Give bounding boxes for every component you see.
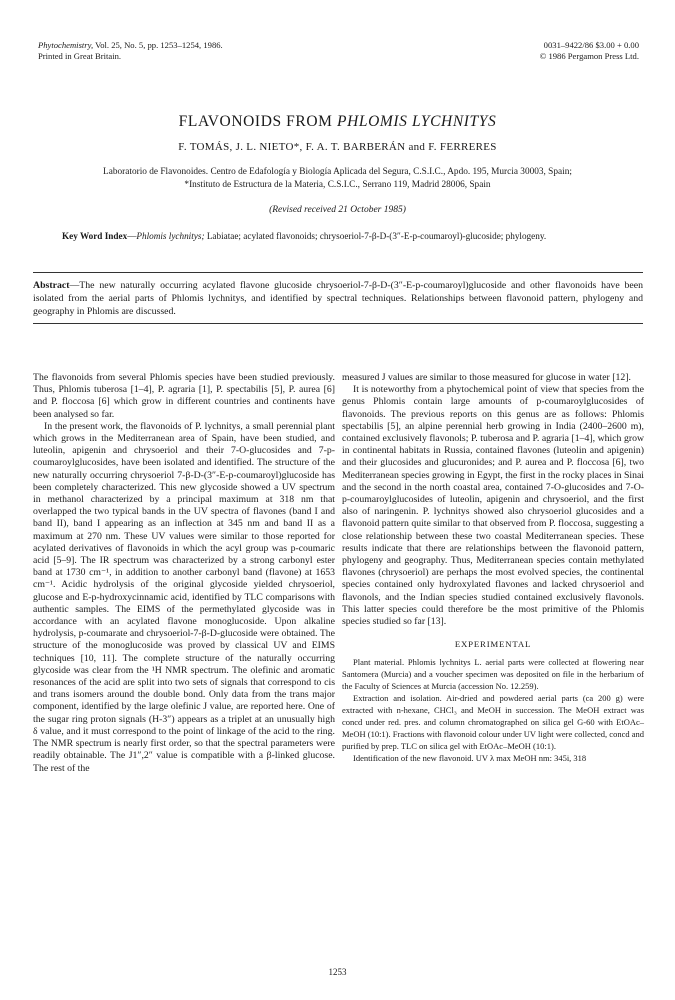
- intro-paragraph: The flavonoids from several Phlomis species have been studied previously. Thus, Phlomis tuberosa [1–4], P. agraria [1], P. spectabilis [5], P. aurea [6] and P. floccosa [6] which grow in different countries and continents have been analysed so far.: [33, 372, 335, 420]
- journal-name: Phytochemistry,: [38, 40, 94, 50]
- affiliation-1: Laboratorio de Flavonoides. Centro de Edafología y Biología Aplicada del Segura, C.S.I.C., Apdo. 195, Murcia 30003, Spain;: [103, 167, 572, 177]
- volume-info: Vol. 25, No. 5, pp. 1253–1254, 1986.: [93, 40, 223, 50]
- abstract-text: —The new naturally occurring acylated flavone glucoside chrysoeriol-7-β-D-(3″-E-p-coumaroyl)glucoside and other flavonoids have been isolated from the aerial parts of Phlomis lychnitys, and identified by spectral techniques. Relationships between flavonoid pattern, phylogeny and geography in Phlomis are discussed.: [33, 280, 643, 317]
- affiliations: [30, 166, 645, 192]
- key-word-taxon: Phlomis lychnitys;: [136, 231, 205, 241]
- identification-paragraph: Identification of the new flavonoid. UV λ max MeOH nm: 345i, 318: [353, 752, 587, 763]
- results-paragraph: In the present work, the flavonoids of P. lychnitys, a small perennial plant which grows in the Mediterranean area of Spain, have been studied, and luteolin, apigenin and chrysoeriol and their 7-O-glucosides and 7-p-coumaroylglucosides, have been isolated and identified. The structure of the new naturally occurring chrysoeriol 7-β-D-(3″-E-p-coumaroyl)glucoside has been completely characterized. This new glycoside showed a UV spectrum in methanol characterized by a principal maximum at 318 nm that overlapped the two typical bands in the UV spectra of flavones (band I and band II), band I appearing as an inflection at 345 nm and band II as a maximum at 270 nm. These UV values were similar to those reported for acylated derivatives of flavonoids in which the acyl group was p-coumaric acid [5–9]. The IR spectrum was characterized by a strong carbonyl ester band at 1730 cm⁻¹, in addition to another carbonyl band (flavone) at 1653 cm⁻¹. Acidic hydrolysis of the original glycoside yielded chrysoeriol, glucose and E-p-hydroxycinnamic acid, identified by TLC comparisons with authentic samples. The EIMS of the permethylated glycoside was in accordance with an acylated flavone monoglucoside. Upon alkaline hydrolysis, p-coumarate and chrysoeriol-7-β-D-glucoside were obtained. The structure of the monoglucoside was proved by classical UV and EIMS techniques [10, 11]. The complete structure of the naturally occurring glycoside was clear from the ¹H NMR spectrum. The olefinic and aromatic resonances of the acid are split into two sets of signals that correspond to cis and trans isomers around the double bond. Only data from the trans major component, identified by the large olefinic J value, are reported here. One of the sugar ring proton signals (H-3″) appears as a triplet at an unusually high δ value, and it must correspond to the point of linkage of the acid to the ring. The NMR spectrum is nearly first order, so that the spectral parameters were readily obtainable. The J1″,2″ value is compatible with a β-linked glucose. The rest of the: [33, 420, 335, 774]
- issn: 0031–9422/86 $3.00 + 0.00: [543, 40, 639, 50]
- left-column: [33, 372, 335, 775]
- page-number: 1253: [328, 967, 347, 977]
- key-word-label: Key Word Index: [62, 231, 128, 241]
- affiliation-2: *Instituto de Estructura de la Materia, C.S.I.C., Serrano 119, Madrid 28006, Spain: [184, 180, 491, 190]
- title-species: PHLOMIS LYCHNITYS: [337, 113, 497, 130]
- key-word-list: Labiatae; acylated flavonoids; chrysoeriol-7-β-D-(3″-E-p-coumaroyl)-glucoside; phylogeny.: [204, 231, 547, 241]
- extraction-paragraph: Extraction and isolation. Air-dried and powdered aerial parts (ca 200 g) were extracted with n-hexane, CHCl₃ and MeOH in succession. The MeOH extract was concd under red. pres. and column chromatographed on silica gel G-60 with EtOAc–MeOH (10:1). Fractions with flavonoid colour under UV light were collected, concd and purified by prep. TLC on silica gel with EtOAc–MeOH (10:1).: [342, 693, 644, 751]
- publisher-header: [540, 40, 639, 62]
- abstract: [33, 279, 643, 318]
- journal-citation: [38, 40, 223, 51]
- right-column: [342, 372, 644, 765]
- experimental-section: [342, 657, 644, 764]
- abstract-top-rule: [33, 272, 643, 273]
- discussion-paragraph: It is noteworthy from a phytochemical point of view that species from the genus Phlomis contain large amounts of p-coumaroylglucosides of flavonoids. The previous reports on this genus are as follows: Phlomis spectabilis [5], an alpine perennial herb growing in India (2400–2600 m), contained exclusively flavonols; P. tuberosa and P. agraria [1–4], which grow in continental habitats in Russia, contained flavones (luteolin and apigenin) and their glucosides and glucuronides; and P. aurea and P. floccosa [6], two Mediterranean species growing in Egypt, the first in the rocky places in Sinai and the second in the north coastal area, contained 7-O-glucosides and 7-O-p-coumaroylglucosides of luteolin, apigenin and chrysoeriol, and the first also of naringenin. P. lychnitys showed also chrysoeriol glucosides and a flavonoid pattern quite similar to that observed from P. floccosa, suggesting a close relationship between these two coastal Mediterranean species. These results indicate that there are relationships between the flavonoid pattern, phylogeny and geography. Thus, Mediterranean species contain methylated flavones (chrysoeriol) are perhaps the most evolved species, the continental species contained only hydroxylated flavones and lacked chrysoeriol and flavonols, and the Indian species studied contained exclusively flavonols. This latter species could therefore be the most primitive of the Phlomis species studied so far [13].: [342, 384, 644, 628]
- experimental-heading: EXPERIMENTAL: [454, 639, 532, 650]
- article-title: [0, 113, 675, 131]
- revised-date: (Revised received 21 October 1985): [269, 205, 406, 215]
- copyright: © 1986 Pergamon Press Ltd.: [539, 51, 639, 61]
- key-word-index: Key Word Index—Phlomis lychnitys; Labiatae; acylated flavonoids; chrysoeriol-7-β-D-(3″-E-p-coumaroyl)-glucoside; phylogeny.: [62, 231, 547, 241]
- title-main: FLAVONOIDS FROM: [178, 113, 337, 130]
- abstract-bottom-rule: [33, 323, 643, 324]
- continuation-paragraph: measured J values are similar to those measured for glucose in water [12].: [342, 372, 631, 383]
- plant-material-paragraph: Plant material. Phlomis lychnitys L. aerial parts were collected at flowering near Santomera (Murcia) and a voucher specimen was deposited on file in the herbarium of the Faculty of Sciences at Murcia (accession No. 12.259).: [342, 657, 644, 692]
- journal-header: [38, 40, 223, 62]
- printed-note: Printed in Great Britain.: [38, 51, 122, 61]
- authors: F. TOMÁS, J. L. NIETO*, F. A. T. BARBERÁN and F. FERRERES: [178, 141, 497, 153]
- abstract-label: Abstract: [33, 280, 70, 291]
